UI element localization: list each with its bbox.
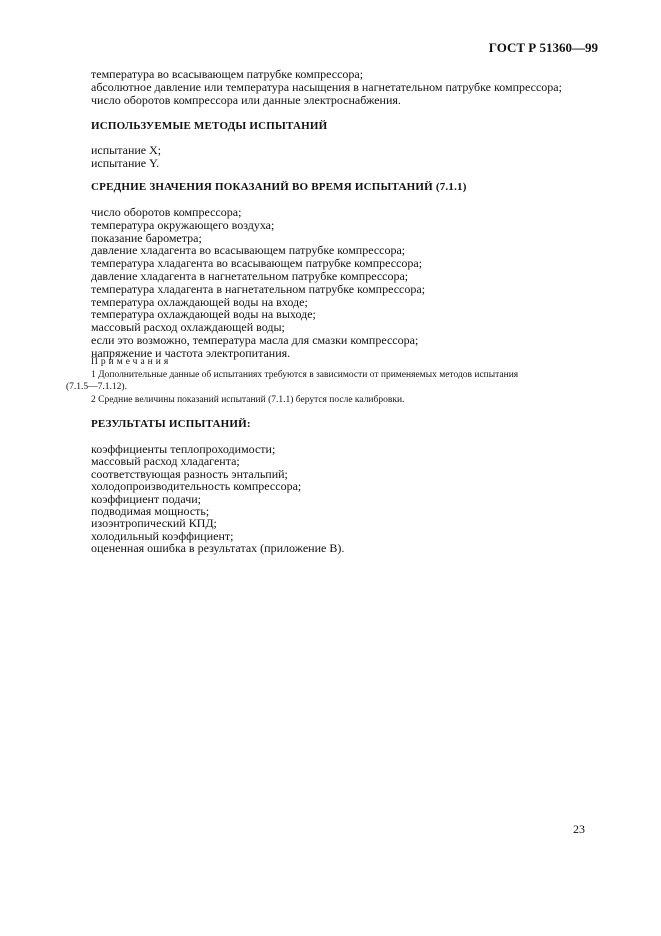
list-item: напряжение и частота электропитания. xyxy=(91,345,291,360)
section-heading: РЕЗУЛЬТАТЫ ИСПЫТАНИЙ: xyxy=(91,418,251,430)
list-item: изоэнтропический КПД; xyxy=(91,516,217,531)
list-item: температура охлаждающей воды на входе; xyxy=(91,294,308,309)
list-item: температура во всасывающем патрубке компрессора; xyxy=(91,67,364,81)
test-methods-list xyxy=(91,144,161,170)
list-item: холодопроизводительность компрессора; xyxy=(91,479,302,494)
list-item: коэффициенты теплопроходимости; xyxy=(91,442,276,456)
list-item: температура хладагента в нагнетательном патрубке компрессора; xyxy=(91,281,426,296)
document-header: ГОСТ Р 51360—99 xyxy=(488,40,598,55)
list-item: абсолютное давление или температура насыщения в нагнетательном патрубке компрессора; xyxy=(91,79,562,94)
list-item: испытание Y. xyxy=(91,155,160,170)
section-heading: ИСПОЛЬЗУЕМЫЕ МЕТОДЫ ИСПЫТАНИЙ xyxy=(91,120,328,132)
list-item: если это возможно, температура масла для смазки компрессора; xyxy=(91,332,419,347)
note-1: 1 Дополнительные данные об испытаниях требуются в зависимости от применяемых методов испытания xyxy=(91,369,519,380)
list-item: коэффициент подачи; xyxy=(91,491,202,506)
results-list xyxy=(91,443,344,555)
intro-list xyxy=(91,68,562,106)
list-item: массовый расход хладагента; xyxy=(91,454,240,469)
list-item: давление хладагента в нагнетательном патрубке компрессора; xyxy=(91,268,409,283)
average-values-list xyxy=(91,206,425,360)
list-item: испытание X; xyxy=(91,143,162,157)
list-item: число оборотов компрессора; xyxy=(91,205,242,219)
list-item: температура окружающего воздуха; xyxy=(91,217,275,232)
list-item: холодильный коэффициент; xyxy=(91,528,234,543)
list-item: число оборотов компрессора или данные электроснабжения. xyxy=(91,92,401,107)
notes-block xyxy=(66,356,518,406)
list-item: температура охлаждающей воды на выходе; xyxy=(91,307,316,322)
list-item: оцененная ошибка в результатах (приложение В). xyxy=(91,541,345,556)
section-heading: СРЕДНИЕ ЗНАЧЕНИЯ ПОКАЗАНИЙ ВО ВРЕМЯ ИСПЫТАНИЙ (7.1.1) xyxy=(91,181,467,193)
list-item: температура хладагента во всасывающем патрубке компрессора; xyxy=(91,256,423,271)
list-item: соответствующая разность энтальпий; xyxy=(91,466,288,481)
list-item: подводимая мощность; xyxy=(91,504,210,519)
list-item: показание барометра; xyxy=(91,230,202,245)
list-item: массовый расход охлаждающей воды; xyxy=(91,320,285,335)
page-number: 23 xyxy=(573,822,585,836)
notes-title: Примечания xyxy=(91,357,172,367)
note-2: 2 Средние величины показаний испытаний (7.1.1) берутся после калибровки. xyxy=(91,394,405,405)
list-item: давление хладагента во всасывающем патрубке компрессора; xyxy=(91,243,406,258)
note-1-continuation: (7.1.5—7.1.12). xyxy=(66,382,127,392)
